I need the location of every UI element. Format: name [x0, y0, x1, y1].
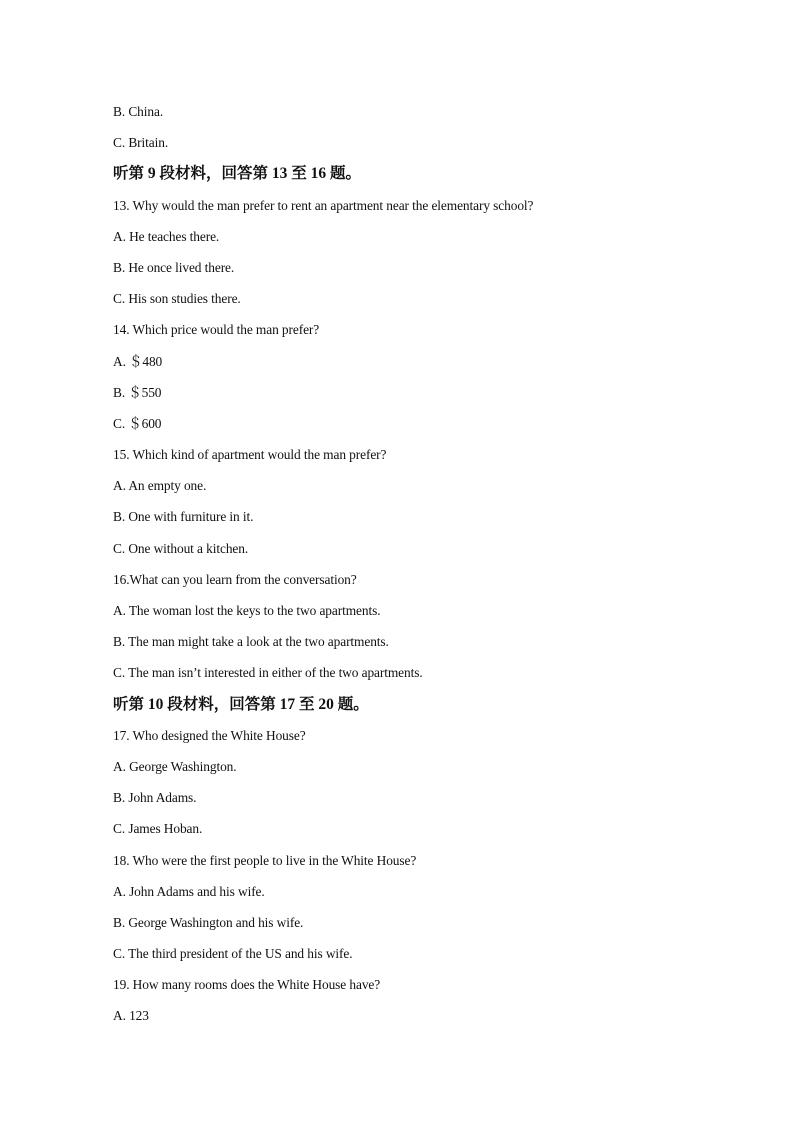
- question-16: 16.What can you learn from the conversation?: [113, 571, 357, 587]
- question-17-option-a: A. George Washington.: [113, 758, 237, 774]
- option-b-china: B. China.: [113, 104, 164, 119]
- question-13-option-a: A. He teaches there.: [113, 228, 220, 244]
- question-list: [113, 101, 713, 1037]
- question-13: 13. Why would the man prefer to rent an apartment near the elementary school?: [113, 197, 534, 213]
- question-18: 18. Who were the first people to live in the White House?: [113, 852, 417, 868]
- option-c-britain: C. Britain.: [113, 135, 169, 151]
- question-17-option-c: C. James Hoban.: [113, 821, 203, 837]
- question-17: 17. Who designed the White House?: [113, 727, 306, 743]
- question-18-option-a: A. John Adams and his wife.: [113, 883, 265, 899]
- section-header-9: 听第 9 段材料，回答第 13 至 16 题。: [113, 165, 362, 183]
- question-15-option-b: B. One with furniture in it.: [113, 509, 254, 525]
- question-19: 19. How many rooms does the White House have?: [113, 977, 381, 993]
- question-15-option-a: A. An empty one.: [113, 478, 207, 494]
- question-13-option-b: B. He once lived there.: [113, 259, 235, 275]
- question-14-option-b: B. ＄550: [113, 384, 162, 400]
- question-19-option-a: A. 123: [113, 1008, 149, 1024]
- question-18-option-c: C. The third president of the US and his wife.: [113, 946, 353, 962]
- question-14: 14. Which price would the man prefer?: [113, 322, 320, 338]
- question-18-option-b: B. George Washington and his wife.: [113, 914, 304, 930]
- question-14-option-a: A. ＄480: [113, 353, 163, 369]
- question-14-option-c: C. ＄600: [113, 415, 162, 431]
- question-16-option-b: B. The man might take a look at the two apartments.: [113, 634, 389, 650]
- question-13-option-c: C. His son studies there.: [113, 291, 241, 307]
- question-15-option-c: C. One without a kitchen.: [113, 540, 249, 556]
- question-17-option-b: B. John Adams.: [113, 790, 197, 806]
- question-16-option-c: C. The man isn’t interested in either of the two apartments.: [113, 665, 423, 681]
- section-header-10: 听第 10 段材料，回答第 17 至 20 题。: [113, 695, 369, 713]
- question-16-option-a: A. The woman lost the keys to the two apartments.: [113, 603, 381, 618]
- question-15: 15. Which kind of apartment would the man prefer?: [113, 447, 387, 463]
